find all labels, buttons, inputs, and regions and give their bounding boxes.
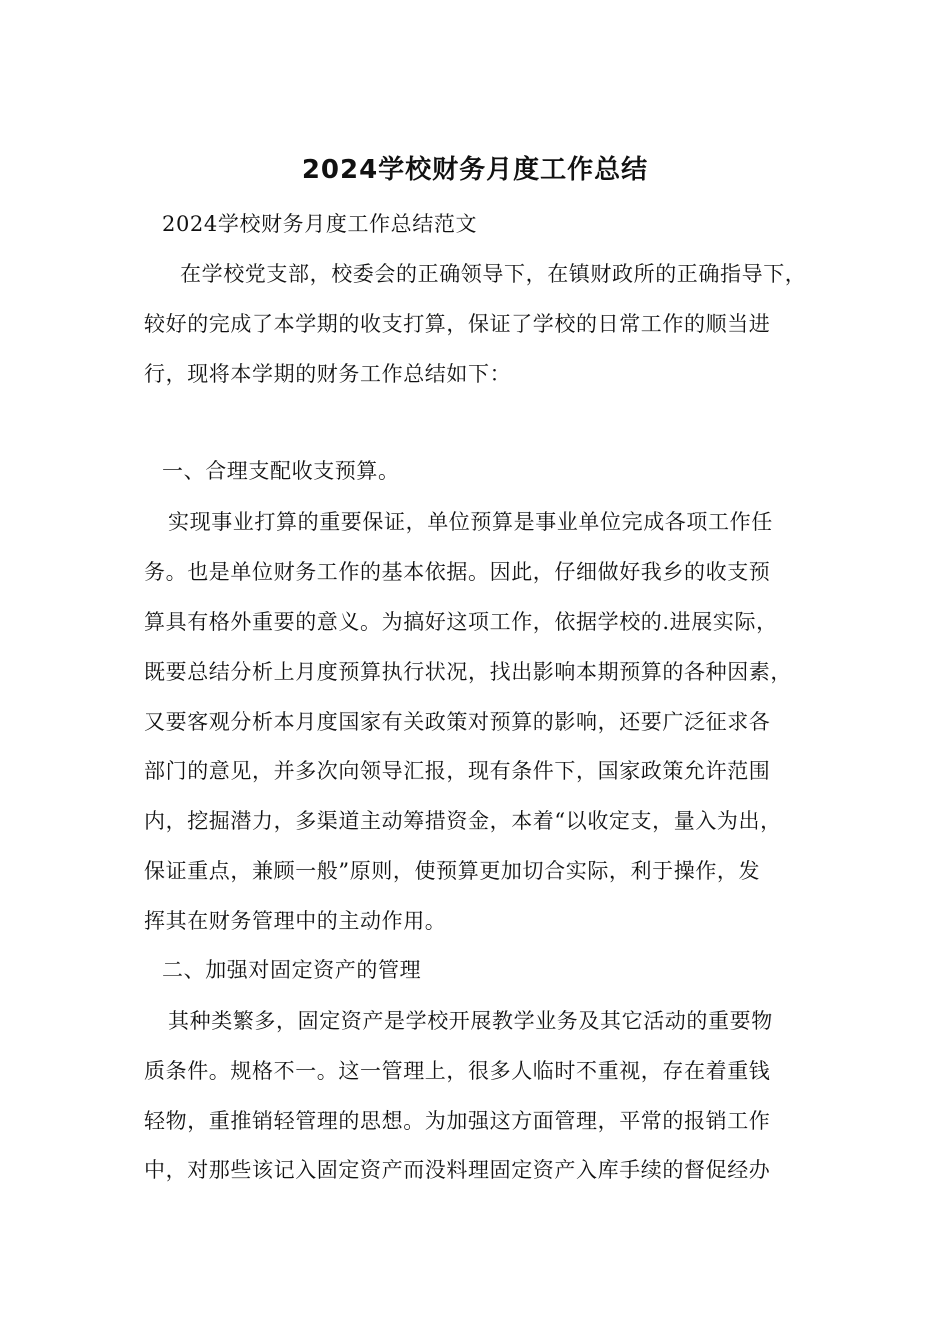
paragraph-line: 挥其在财务管理中的主动作用。 [144, 909, 447, 933]
paragraph-line: 既要总结分析上月度预算执行状况，找出影响本期预算的各种因素， [144, 660, 792, 684]
paragraph-line: 其种类繁多，固定资产是学校开展教学业务及其它活动的重要物 [168, 1009, 773, 1033]
intro-line: 行，现将本学期的财务工作总结如下： [144, 362, 512, 386]
paragraph-line: 中，对那些该记入固定资产而没料理固定资产入库手续的督促经办 [144, 1158, 771, 1182]
paragraph-line: 实现事业打算的重要保证，单位预算是事业单位完成各项工作任 [168, 510, 773, 534]
intro-line: 在学校党支部，校委会的正确领导下，在镇财政所的正确指导下， [180, 262, 807, 286]
paragraph-line: 质条件。规格不一。这一管理上，很多人临时不重视，存在着重钱 [144, 1059, 771, 1083]
paragraph-line: 算具有格外重要的意义。为搞好这项工作，依据学校的.进展实际， [144, 610, 778, 634]
paragraph-line: 部门的意见，并多次向领导汇报，现有条件下，国家政策允许范围 [144, 759, 771, 783]
paragraph-line: 又要客观分析本月度国家有关政策对预算的影响，还要广泛征求各 [144, 710, 771, 734]
document-title: 2024学校财务月度工作总结 [301, 155, 649, 185]
paragraph-line: 保证重点，兼顾一般”原则，使预算更加切合实际，利于操作，发 [144, 859, 761, 883]
paragraph-line: 务。也是单位财务工作的基本依据。因此，仔细做好我乡的收支预 [144, 560, 771, 584]
paragraph-line: 内，挖掘潜力，多渠道主动筹措资金，本着“以收定支，量入为出， [144, 809, 782, 833]
intro-line: 较好的完成了本学期的收支打算，保证了学校的日常工作的顺当进 [144, 312, 771, 336]
document-subtitle: 2024学校财务月度工作总结范文 [162, 212, 478, 236]
paragraph-line: 轻物，重推销轻管理的思想。为加强这方面管理，平常的报销工作 [144, 1109, 771, 1133]
section-heading: 二、加强对固定资产的管理 [162, 958, 422, 982]
section-heading: 一、合理支配收支预算。 [162, 459, 400, 483]
